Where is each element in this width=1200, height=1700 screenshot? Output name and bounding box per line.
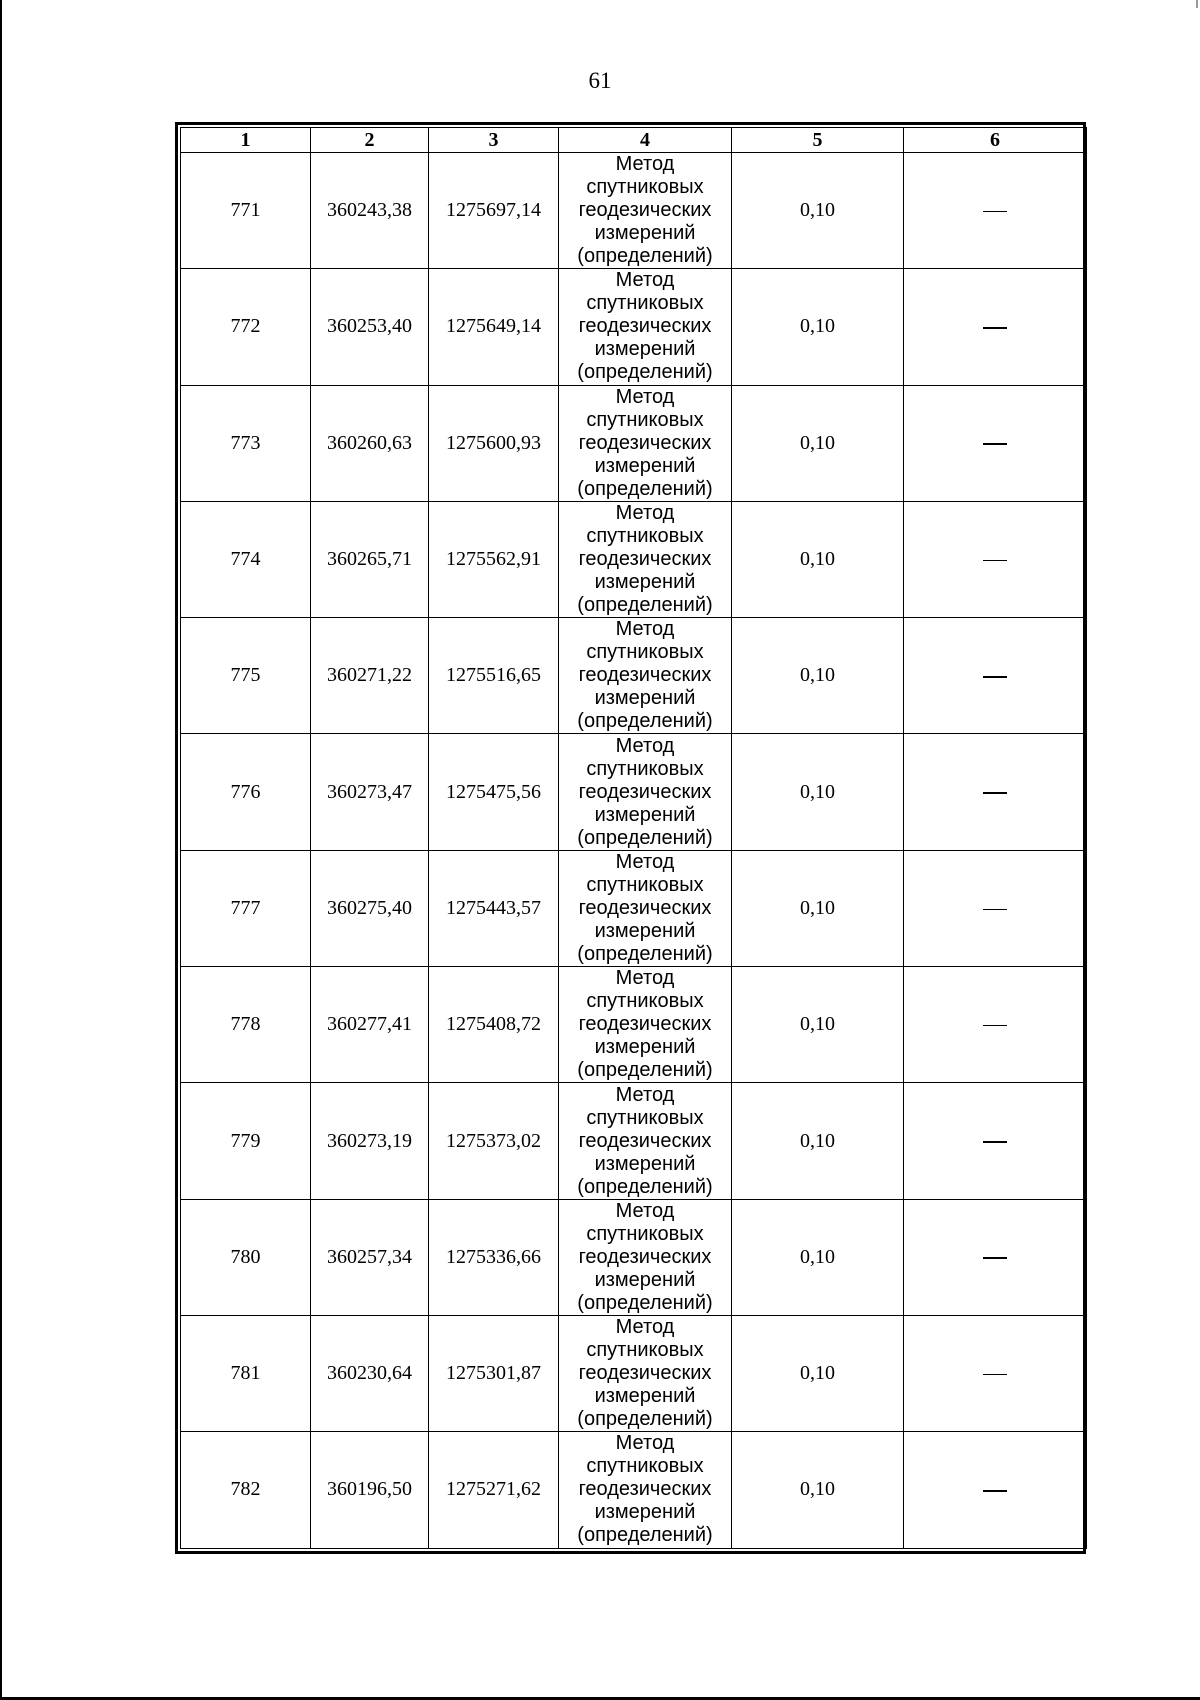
coordinate-y-cell: 1275271,62 [429,1432,559,1548]
description-cell [904,1315,1087,1431]
method-text-line: геодезических [578,896,712,919]
table-row [181,1432,1087,1548]
method-text-line: измерений [594,1152,696,1175]
method-text-line: измерений [594,687,696,710]
method-text-line: спутниковых [586,292,704,315]
method-text-line: (определений) [577,1524,713,1547]
method-text-line: спутниковых [586,873,704,896]
dash-mark [983,1374,1007,1376]
dash-mark [983,909,1007,911]
method-text-line: спутниковых [586,757,704,780]
coordinate-x-cell: 360260,63 [311,385,429,501]
accuracy-cell: 0,10 [732,850,904,966]
coordinate-y-cell: 1275475,56 [429,734,559,850]
method-text-line: Метод [615,734,675,757]
method-text-line: (определений) [577,594,713,617]
method-text-line: Метод [615,502,675,525]
description-cell [904,967,1087,1083]
coordinate-y-cell: 1275301,87 [429,1315,559,1431]
point-number-cell: 777 [181,850,311,966]
column-header-5: 5 [732,128,904,153]
method-text-line: геодезических [578,548,712,571]
method-text-line: геодезических [578,1013,712,1036]
method-text-line: геодезических [578,1129,712,1152]
dash-mark [983,1490,1007,1492]
method-text-line: Метод [615,618,675,641]
method-text-line: геодезических [578,1478,712,1501]
accuracy-cell: 0,10 [732,967,904,1083]
description-cell [904,734,1087,850]
table-row [181,850,1087,966]
coordinate-x-cell: 360277,41 [311,967,429,1083]
coordinate-x-cell: 360196,50 [311,1432,429,1548]
coordinate-x-cell: 360230,64 [311,1315,429,1431]
method-cell [559,850,732,966]
method-text-line: Метод [615,1316,675,1339]
method-cell [559,1315,732,1431]
accuracy-cell: 0,10 [732,618,904,734]
method-text-line: Метод [615,850,675,873]
dash-mark [983,1141,1007,1143]
accuracy-cell: 0,10 [732,734,904,850]
method-text-line: геодезических [578,199,712,222]
method-text-line: спутниковых [586,990,704,1013]
dash-mark [983,1025,1007,1027]
point-number-cell: 771 [181,153,311,269]
method-text-line: (определений) [577,477,713,500]
column-header-1: 1 [181,128,311,153]
point-number-cell: 773 [181,385,311,501]
table-row [181,153,1087,269]
dash-mark [983,211,1007,213]
coordinate-x-cell: 360273,19 [311,1083,429,1199]
method-text-line: измерений [594,803,696,826]
method-text-line: измерений [594,222,696,245]
accuracy-cell: 0,10 [732,1432,904,1548]
column-header-4: 4 [559,128,732,153]
method-text-line: Метод [615,153,675,176]
method-text-line: измерений [594,919,696,942]
method-text-line: геодезических [578,315,712,338]
method-text-line: спутниковых [586,176,704,199]
method-text-line: (определений) [577,1408,713,1431]
coordinate-x-cell: 360243,38 [311,153,429,269]
point-number-cell: 778 [181,967,311,1083]
method-text-line: Метод [615,1083,675,1106]
method-text-line: спутниковых [586,1222,704,1245]
table-header-row [181,128,1087,153]
accuracy-cell: 0,10 [732,1199,904,1315]
method-cell [559,385,732,501]
description-cell [904,1199,1087,1315]
table-body [181,153,1087,1549]
page-number: 61 [588,68,612,93]
point-number-cell: 782 [181,1432,311,1548]
method-text-line: геодезических [578,1362,712,1385]
description-cell [904,1083,1087,1199]
column-header-2: 2 [311,128,429,153]
point-number-cell: 781 [181,1315,311,1431]
accuracy-cell: 0,10 [732,1315,904,1431]
method-text-line: измерений [594,571,696,594]
method-text-line: (определений) [577,1059,713,1082]
method-text-line: (определений) [577,361,713,384]
coordinate-y-cell: 1275336,66 [429,1199,559,1315]
description-cell [904,153,1087,269]
dash-mark [983,327,1007,329]
table-row [181,269,1087,385]
coordinate-x-cell: 360265,71 [311,501,429,617]
method-text-line: Метод [615,1432,675,1455]
method-text-line: Метод [615,967,675,990]
method-text-line: спутниковых [586,641,704,664]
method-text-line: геодезических [578,431,712,454]
method-text-line: спутниковых [586,408,704,431]
dash-mark [983,443,1007,445]
scan-corner-mark [1196,0,1198,8]
table-row [181,618,1087,734]
method-text-line: (определений) [577,710,713,733]
accuracy-cell: 0,10 [732,269,904,385]
method-text-line: измерений [594,1268,696,1291]
method-text-line: (определений) [577,826,713,849]
coordinate-y-cell: 1275600,93 [429,385,559,501]
description-cell [904,850,1087,966]
coordinate-y-cell: 1275562,91 [429,501,559,617]
method-text-line: измерений [594,338,696,361]
coordinate-x-cell: 360271,22 [311,618,429,734]
method-text-line: спутниковых [586,525,704,548]
method-text-line: (определений) [577,1175,713,1198]
description-cell [904,501,1087,617]
coordinate-y-cell: 1275408,72 [429,967,559,1083]
description-cell [904,618,1087,734]
point-number-cell: 775 [181,618,311,734]
accuracy-cell: 0,10 [732,501,904,617]
method-cell [559,967,732,1083]
method-text-line: спутниковых [586,1339,704,1362]
column-header-6: 6 [904,128,1087,153]
method-cell [559,269,732,385]
method-cell [559,1199,732,1315]
method-text-line: спутниковых [586,1455,704,1478]
point-number-cell: 772 [181,269,311,385]
method-text-line: Метод [615,269,675,292]
point-number-cell: 776 [181,734,311,850]
method-cell [559,153,732,269]
method-text-line: измерений [594,1501,696,1524]
column-header-3: 3 [429,128,559,153]
method-text-line: (определений) [577,942,713,965]
accuracy-cell: 0,10 [732,385,904,501]
method-text-line: (определений) [577,245,713,268]
description-cell [904,1432,1087,1548]
point-number-cell: 779 [181,1083,311,1199]
method-text-line: измерений [594,1036,696,1059]
coordinate-x-cell: 360275,40 [311,850,429,966]
coordinate-x-cell: 360273,47 [311,734,429,850]
dash-mark [983,676,1007,678]
table-row [181,967,1087,1083]
page-left-border [0,0,2,1700]
method-cell [559,618,732,734]
method-text-line: спутниковых [586,1106,704,1129]
table-row [181,385,1087,501]
method-text-line: геодезических [578,664,712,687]
method-text-line: (определений) [577,1291,713,1314]
coordinate-x-cell: 360257,34 [311,1199,429,1315]
method-text-line: геодезических [578,1245,712,1268]
method-cell [559,1432,732,1548]
table-row [181,1315,1087,1431]
point-number-cell: 780 [181,1199,311,1315]
dash-mark [983,1257,1007,1259]
method-text-line: измерений [594,1385,696,1408]
method-cell [559,501,732,617]
coordinate-y-cell: 1275443,57 [429,850,559,966]
method-cell [559,1083,732,1199]
coordinate-y-cell: 1275697,14 [429,153,559,269]
method-text-line: измерений [594,454,696,477]
method-text-line: геодезических [578,780,712,803]
method-text-line: Метод [615,385,675,408]
coordinate-y-cell: 1275373,02 [429,1083,559,1199]
dash-mark [983,560,1007,562]
table-row [181,501,1087,617]
method-text-line: Метод [615,1199,675,1222]
coordinate-x-cell: 360253,40 [311,269,429,385]
description-cell [904,385,1087,501]
table-row [181,1083,1087,1199]
method-cell [559,734,732,850]
coordinate-y-cell: 1275516,65 [429,618,559,734]
coordinate-y-cell: 1275649,14 [429,269,559,385]
table-row [181,1199,1087,1315]
accuracy-cell: 0,10 [732,1083,904,1199]
dash-mark [983,792,1007,794]
accuracy-cell: 0,10 [732,153,904,269]
coordinates-table [180,127,1087,1549]
table-row [181,734,1087,850]
description-cell [904,269,1087,385]
point-number-cell: 774 [181,501,311,617]
